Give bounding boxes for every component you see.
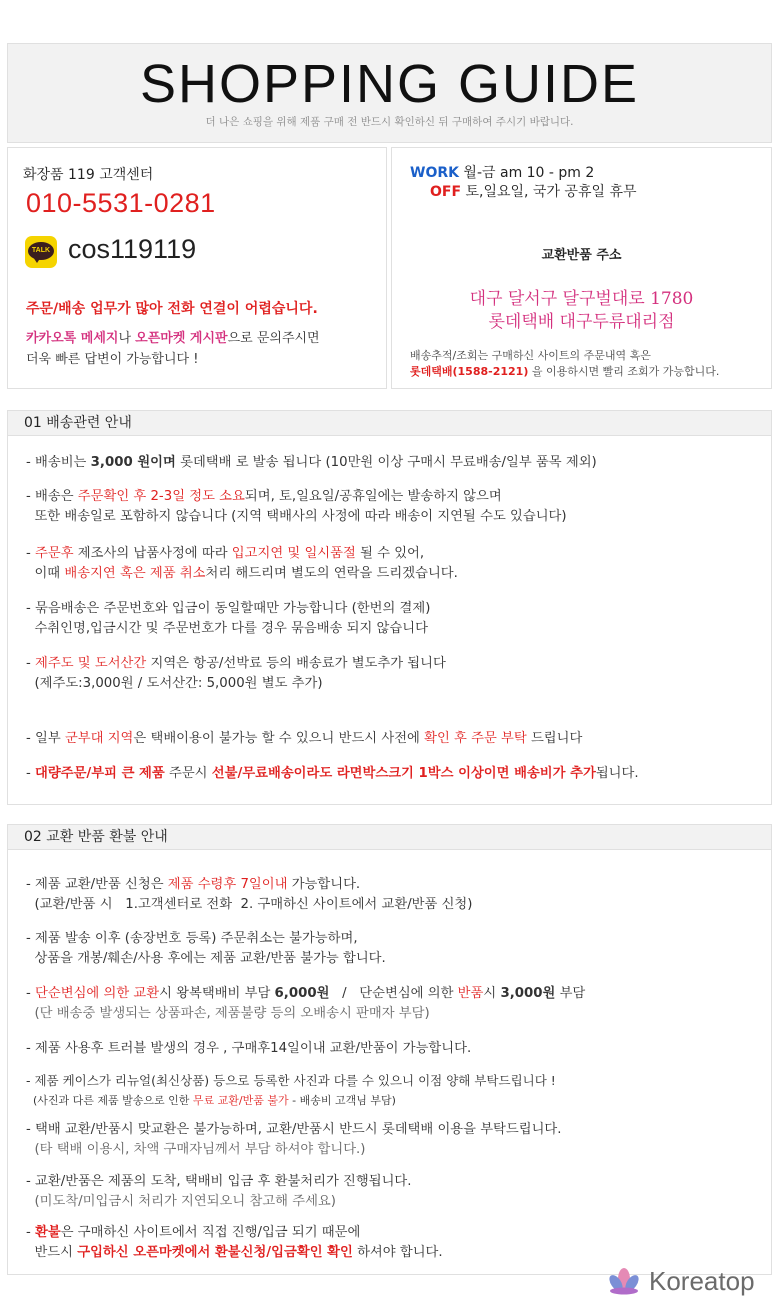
list-item — [26, 453, 597, 473]
text: 되며, 토,일요일/공휴일에는 발송하지 않으며 — [244, 489, 502, 504]
shipping-info-section — [7, 410, 772, 805]
text: 은 구매하신 사이트에서 직접 진행/입금 되기 때문에 — [60, 1225, 361, 1240]
work-text: 월-금 am 10 - pm 2 — [458, 165, 595, 181]
text: 반드시 — [26, 1245, 78, 1260]
work-label: WORK — [410, 165, 459, 181]
busy-notice: 주문/배송 업무가 많아 전화 연결이 어렵습니다. — [26, 301, 318, 317]
list-item — [26, 929, 386, 969]
price: 3,000원 — [500, 986, 556, 1001]
text: (미도착/미입금시 처리가 지연되오니 참고해 주세요) — [26, 1194, 336, 1209]
text: (타 택배 이용시, 차액 구매자님께서 부담 하셔야 합니다.) — [26, 1142, 366, 1157]
note-line-2: 더욱 빠른 답변이 가능합니다 ! — [26, 352, 199, 367]
off-label: OFF — [430, 184, 462, 200]
list-item — [26, 654, 446, 694]
note-text: 으로 문의주시면 — [227, 331, 320, 346]
note-market: 오픈마켓 게시판 — [135, 331, 228, 346]
text: (사진과 다른 제품 발송으로 인한 — [26, 1094, 193, 1107]
text: - 일부 — [26, 731, 65, 746]
list-item — [26, 1172, 412, 1212]
text: - — [26, 1225, 36, 1240]
text: 롯데택배 로 발송 됩니다 (10만원 이상 구매시 무료배송/일부 품목 제외) — [175, 455, 597, 470]
list-item — [26, 1071, 556, 1111]
off-text: 토,일요일, 국가 공휴일 휴무 — [461, 184, 637, 200]
highlight: 반품 — [457, 986, 484, 1001]
list-item — [26, 1039, 471, 1059]
highlight: 환불 — [35, 1225, 61, 1240]
highlight: 3,000 원이며 — [90, 455, 176, 470]
kakaotalk-icon — [25, 236, 57, 268]
highlight: 배송지연 혹은 제품 취소 — [64, 566, 206, 581]
highlight: 구입하신 오픈마켓에서 환불신청/입금확인 확인 — [77, 1245, 353, 1260]
highlight: 제품 수령후 7일이내 — [167, 877, 288, 892]
text: 가능합니다. — [287, 877, 361, 892]
text: - 묶음배송은 주문번호와 입금이 동일할때만 가능합니다 (한번의 결제) — [26, 601, 431, 616]
text: - — [26, 656, 36, 671]
text: 될 수 있어, — [355, 546, 425, 561]
text: 주문시 — [164, 766, 212, 781]
off-days — [430, 181, 637, 201]
kakao-bubble-tail — [33, 257, 41, 263]
highlight: 무료 교환/반품 불가 — [192, 1094, 289, 1107]
text: 시 왕복택배비 부담 — [159, 986, 275, 1001]
highlight: 주문확인 후 2-3일 정도 소요 — [77, 489, 245, 504]
page-subtitle: 더 나은 쇼핑을 위해 제품 구매 전 반드시 확인하신 뒤 구매하여 주시기 바랍니다. — [205, 116, 574, 128]
highlight: 주문후 — [35, 546, 74, 561]
text: 제조사의 납품사정에 따라 — [73, 546, 232, 561]
highlight: 대량주문/부피 큰 제품 — [35, 766, 165, 781]
price: 6,000원 — [274, 986, 330, 1001]
text: - — [26, 546, 36, 561]
text: (제주도:3,000원 / 도서산간: 5,000원 별도 추가) — [26, 676, 323, 691]
text: / 단순변심에 의한 — [329, 986, 458, 1001]
text: (단 배송중 발생되는 상품파손, 제품불량 등의 오배송시 판매자 부담) — [26, 1006, 430, 1021]
text: (교환/반품 시 1.고객센터로 전화 2. 구매하신 사이트에서 교환/반품 신청) — [26, 897, 473, 912]
text: - 배송비는 — [26, 455, 91, 470]
list-item — [26, 1223, 443, 1263]
text: 시 — [483, 986, 501, 1001]
note-text: 나 — [118, 331, 136, 346]
courier-phone: 롯데택배(1588-2121) — [410, 365, 529, 378]
center-phone[interactable]: 010-5531-0281 — [26, 188, 216, 218]
section-heading: 01 배송관련 안내 — [8, 411, 771, 436]
return-address-line-2: 롯데택배 대구두류대리점 — [488, 312, 675, 332]
kakao-bubble-icon: TALK — [28, 242, 54, 260]
text: - 배송비 고객님 부담) — [288, 1094, 396, 1107]
text: 됩니다. — [595, 766, 639, 781]
text: - 배송은 — [26, 489, 78, 504]
list-item — [26, 1120, 562, 1160]
list-item — [26, 875, 472, 915]
hours-address-panel — [391, 147, 772, 389]
highlight: 선불/무료배송이라도 라면박스크기 1박스 이상이면 배송비가 추가 — [211, 766, 596, 781]
text: - 제품 발송 이후 (송장번호 등록) 주문취소는 불가능하며, — [26, 931, 358, 946]
kakao-id: cos119119 — [68, 234, 197, 264]
text: - — [26, 766, 36, 781]
highlight: 단순변심에 의한 교환 — [35, 986, 160, 1001]
highlight: 제주도 및 도서산간 — [35, 656, 147, 671]
exchange-return-section — [7, 824, 772, 1275]
list-item — [26, 544, 458, 584]
list-item — [26, 487, 567, 527]
contact-note — [26, 328, 320, 370]
list-item — [26, 764, 639, 784]
section-heading: 02 교환 반품 환불 안내 — [8, 825, 771, 850]
note-kakao: 카카오톡 메세지 — [26, 331, 119, 346]
tracking-note-1: 배송추적/조회는 구매하신 사이트의 주문내역 혹은 — [410, 349, 651, 362]
text: - 교환/반품은 제품의 도착, 택배비 입금 후 환불처리가 진행됩니다. — [26, 1174, 412, 1189]
text: 상품을 개봉/훼손/사용 후에는 제품 교환/반품 불가능 합니다. — [26, 951, 386, 966]
highlight: 군부대 지역 — [64, 731, 134, 746]
highlight: 입고지연 및 일시품절 — [231, 546, 356, 561]
text: 하셔야 합니다. — [352, 1245, 443, 1260]
list-item — [26, 984, 585, 1024]
text: 지역은 항공/선박료 등의 배송료가 별도추가 됩니다 — [146, 656, 446, 671]
text: 수취인명,입금시간 및 주문번호가 다를 경우 묶음배송 되지 않습니다 — [26, 621, 428, 636]
guide-header — [7, 43, 772, 143]
lotus-icon — [606, 1266, 642, 1296]
text: - 제품 교환/반품 신청은 — [26, 877, 168, 892]
highlight: 확인 후 주문 부탁 — [424, 731, 527, 746]
text: - 제품 케이스가 리뉴얼(최신상품) 등으로 등록한 사진과 다를 수 있으니 이점 양해 부탁드립니다 ! — [26, 1073, 556, 1088]
text: 드립니다 — [526, 731, 583, 746]
brand-name: Koreatop — [649, 1266, 755, 1296]
center-name: 화장품 119 고객센터 — [23, 167, 154, 183]
text: 처리 해드리며 별도의 연락을 드리겠습니다. — [205, 566, 458, 581]
return-address-line-1: 대구 달서구 달구벌대로 1780 — [469, 289, 694, 309]
list-item — [26, 729, 582, 749]
tracking-text: 을 이용하시면 빨리 조회가 가능합니다. — [528, 365, 720, 378]
text: - — [26, 986, 36, 1001]
text: 또한 배송일로 포함하지 않습니다 (지역 택배사의 사정에 따라 배송이 지연될 수도 있습니다) — [26, 509, 567, 524]
text: 부담 — [555, 986, 586, 1001]
customer-center-panel — [7, 147, 387, 389]
list-item — [26, 599, 430, 639]
text: - 제품 사용후 트러블 발생의 경우 , 구매후14일이내 교환/반품이 가능합니다. — [26, 1041, 472, 1056]
page-title: SHOPPING GUIDE — [139, 54, 640, 114]
return-address-title: 교환반품 주소 — [541, 248, 622, 263]
text: 은 택배이용이 불가능 할 수 있으니 반드시 사전에 — [133, 731, 425, 746]
work-hours — [410, 162, 594, 182]
text: - 택배 교환/반품시 맞교환은 불가능하며, 교환/반품시 반드시 롯데택배 이용을 부탁드립니다. — [26, 1122, 562, 1137]
text: 이때 — [26, 566, 65, 581]
tracking-note-2 — [410, 363, 719, 379]
